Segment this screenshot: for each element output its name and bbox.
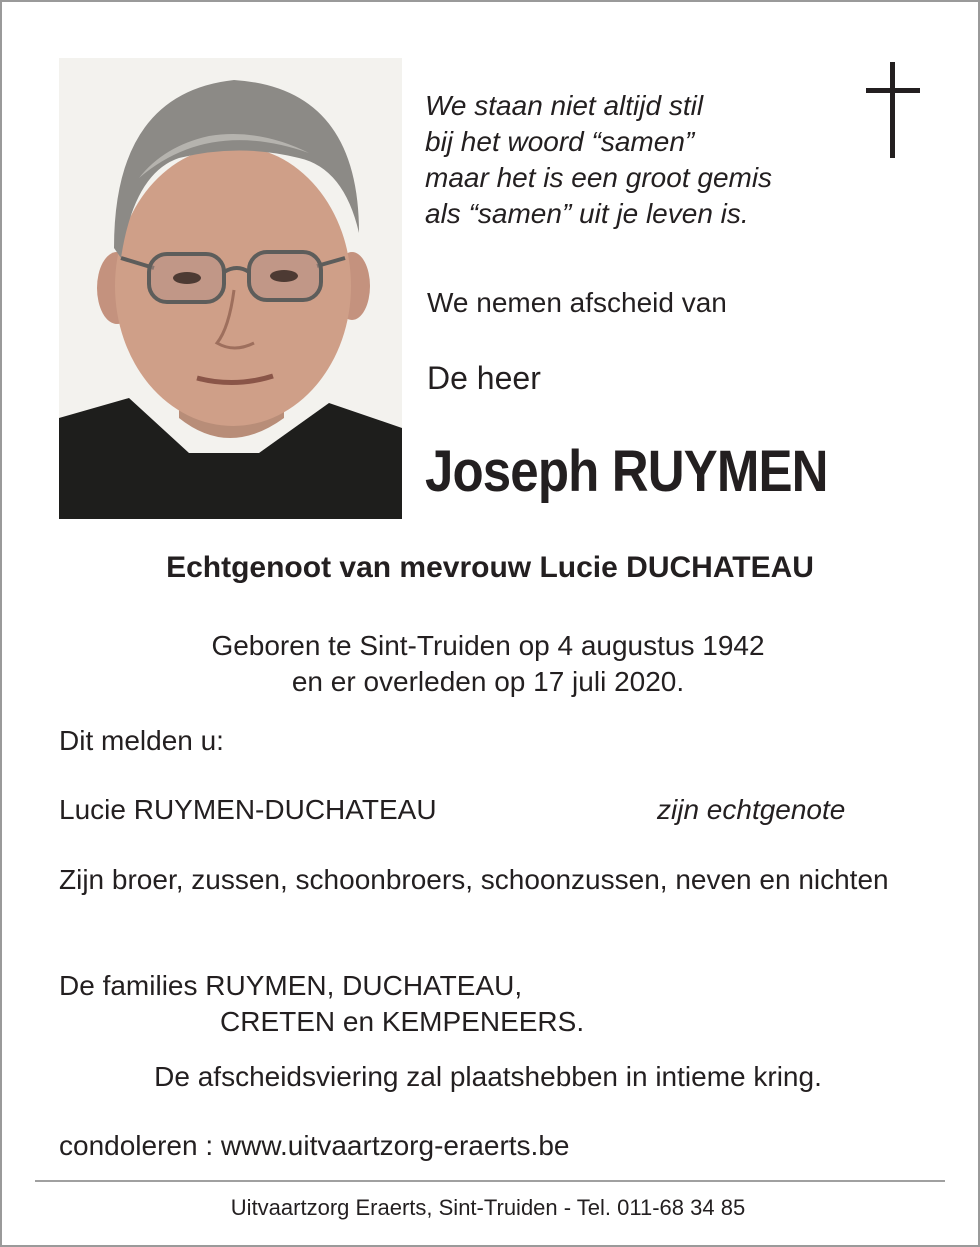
ceremony-note: De afscheidsviering zal plaatshebben in intieme kring. xyxy=(154,1061,822,1092)
condolence-link[interactable]: condoleren : www.uitvaartzorg-eraerts.be xyxy=(59,1130,570,1161)
relative-role: zijn echtgenote xyxy=(657,794,846,825)
poem-line: maar het is een groot gemis xyxy=(425,162,773,193)
announce-line: Dit melden u: xyxy=(59,725,224,756)
cross-icon xyxy=(862,60,924,160)
funeral-home-footer: Uitvaartzorg Eraerts, Sint-Truiden - Tel. 011-68 34 85 xyxy=(230,1195,746,1220)
death-line: en er overleden op 17 juli 2020. xyxy=(291,666,685,697)
portrait-photo xyxy=(59,58,402,519)
poem-line: bij het woord “samen” xyxy=(425,126,695,157)
divider xyxy=(35,1180,945,1182)
families-line-2: CRETEN en KEMPENEERS. xyxy=(220,1006,585,1037)
poem-line: als “samen” uit je leven is. xyxy=(425,198,749,229)
honorific: De heer xyxy=(427,360,541,396)
families-line-1: De families RUYMEN, DUCHATEAU, xyxy=(59,970,523,1001)
poem xyxy=(425,88,772,232)
relative-name: Lucie RUYMEN-DUCHATEAU xyxy=(59,794,437,825)
birth-line: Geboren te Sint-Truiden op 4 augustus 1942 xyxy=(211,630,765,661)
poem-line: We staan niet altijd stil xyxy=(425,90,704,121)
life-dates xyxy=(0,628,976,700)
spouse-line: Echtgenoot van mevrouw Lucie DUCHATEAU xyxy=(166,551,814,584)
deceased-name: Joseph RUYMEN xyxy=(425,439,828,504)
farewell-intro: We nemen afscheid van xyxy=(427,287,727,318)
relatives-list: Zijn broer, zussen, schoonbroers, schoonzussen, neven en nichten xyxy=(59,864,889,895)
